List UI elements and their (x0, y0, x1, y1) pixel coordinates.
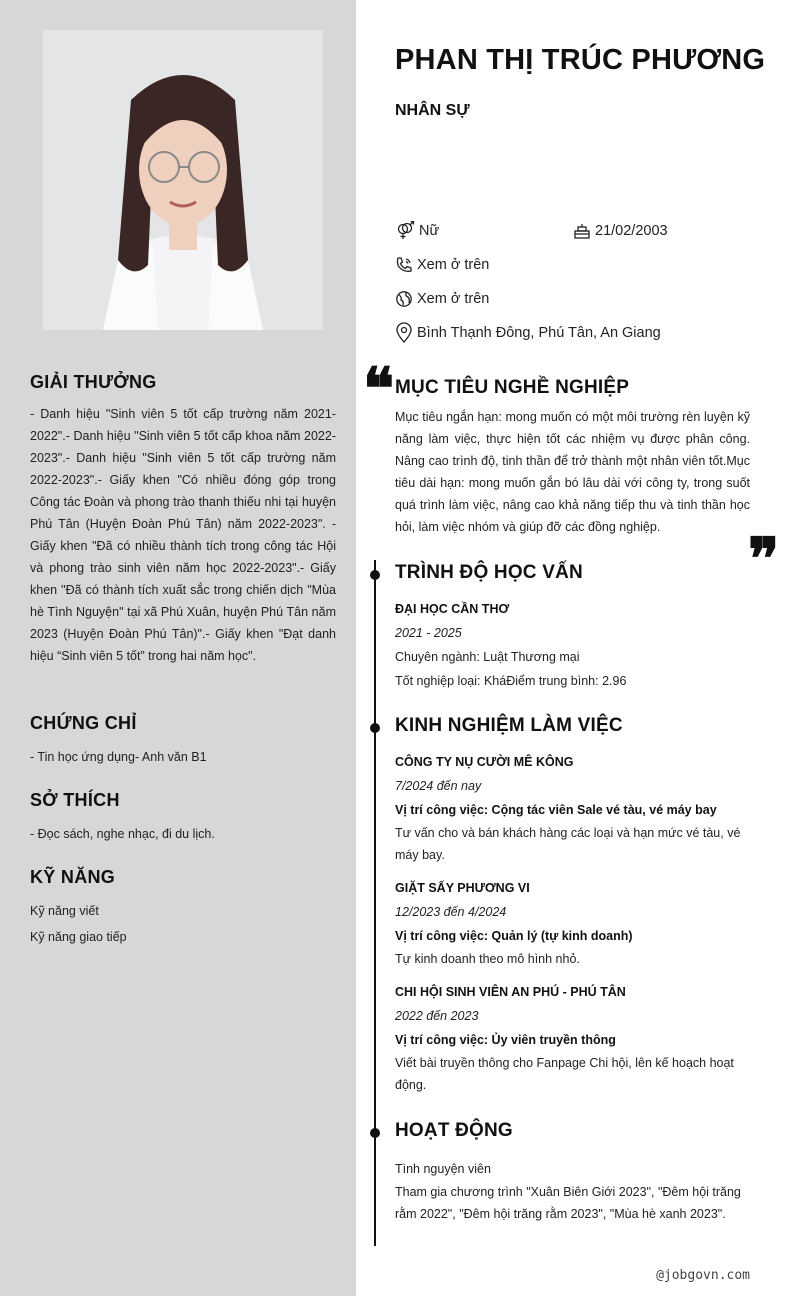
awards-title: GIẢI THƯỞNG (30, 372, 157, 392)
activity-text: Tham gia chương trình "Xuân Biên Giới 2023", "Đêm hội trăng rằm 2022", "Đêm hội trăng rằm 2023", "Mùa hè xanh 2023". (395, 1185, 741, 1221)
job-position: Vị trí công việc: Quản lý (tự kinh doanh) (395, 929, 633, 943)
sidebar (0, 0, 356, 1296)
skill-item: Kỹ năng giao tiếp (30, 930, 127, 944)
hobbies-title: SỞ THÍCH (30, 790, 120, 810)
job-company: CÔNG TY NỤ CƯỜI MÊ KÔNG (395, 755, 574, 769)
skills-title: KỸ NĂNG (30, 867, 116, 887)
cake-icon (573, 222, 591, 240)
certificates-section (30, 713, 336, 770)
education-period: 2021 - 2025 (395, 626, 462, 640)
job-description: Tự kinh doanh theo mô hình nhỏ. (395, 952, 580, 966)
location-pin-icon (395, 322, 413, 344)
timeline-dot (370, 723, 380, 733)
skill-item: Kỹ năng viết (30, 904, 99, 918)
awards-text: - Danh hiệu "Sinh viên 5 tốt cấp trường năm 2021-2022".- Danh hiệu "Sinh viên 5 tốt cấp khoa năm 2022-2023".- Danh hiệu "Sinh viên 5 tốt cấp trường năm 2022-2023".- Giấy khen "Có nhiều đóng góp trong Công tác Đoàn và phong trào thanh thiếu nhi tại huyện Phú Tân (Huyện Đoàn Phú Tân) năm 2022-2023". - Giấy khen "Đã có nhiều thành tích trong công tác Hội và phong trào sinh viên năm học 2022-2023".- Giấy khen "Đã có thành tích xuất sắc trong chiến dịch "Mùa hè Tình Nguyện" tại xã Phú Xuân, huyện Phú Tân năm 2023 (Huyện Đoàn Phú Tân)".- Giấy khen "Đạt danh hiệu “Sinh viên 5 tốt” trong hai năm học". (30, 407, 336, 663)
address-row (395, 322, 661, 344)
job-company: CHI HỘI SINH VIÊN AN PHÚ - PHÚ TÂN (395, 985, 626, 999)
quote-open-icon: ❝ (363, 355, 395, 423)
website-value: Xem ở trên (417, 291, 490, 307)
website-row (395, 288, 489, 310)
school-name: ĐẠI HỌC CẦN THƠ (395, 602, 510, 616)
watermark: @jobgovn.com (656, 1268, 750, 1283)
quote-close-icon: ❞ (748, 525, 780, 593)
birthdate-row (573, 220, 668, 242)
phone-row (395, 254, 489, 276)
education-title: TRÌNH ĐỘ HỌC VẤN (395, 562, 583, 583)
certificates-title: CHỨNG CHỈ (30, 713, 137, 733)
objective-title: MỤC TIÊU NGHỀ NGHIỆP (395, 377, 630, 398)
candidate-name: PHAN THỊ TRÚC PHƯƠNG (395, 44, 766, 76)
job-period: 12/2023 đến 4/2024 (395, 905, 507, 919)
job-position: Vị trí công việc: Ủy viên truyền thông (395, 1033, 616, 1047)
hobbies-text: - Đọc sách, nghe nhạc, đi du lịch. (30, 827, 215, 841)
activity-entry (395, 1157, 750, 1225)
education-major: Chuyên ngành: Luật Thương mại (395, 650, 580, 664)
job-description: Viết bài truyền thông cho Fanpage Chi hội, lên kế hoạch hoạt động. (395, 1056, 734, 1092)
job-company: GIẶT SẤY PHƯƠNG VI (395, 881, 530, 895)
education-entry (395, 597, 750, 693)
activity-role: Tình nguyện viên (395, 1162, 491, 1176)
experience-title: KINH NGHIỆM LÀM VIỆC (395, 715, 623, 736)
job-description: Tư vấn cho và bán khách hàng các loại và hạn mức vé tàu, vé máy bay. (395, 826, 741, 862)
timeline-dot (370, 570, 380, 580)
address-value: Bình Thạnh Đông, Phú Tân, An Giang (417, 325, 661, 341)
gender-row (395, 220, 439, 242)
education-grade: Tốt nghiệp loại: KháĐiểm trung bình: 2.96 (395, 674, 627, 688)
timeline-dot (370, 1128, 380, 1138)
certificates-text: - Tin học ứng dụng- Anh văn B1 (30, 750, 207, 764)
phone-icon (395, 256, 413, 274)
profile-photo (43, 30, 323, 330)
gender-icon (395, 221, 415, 241)
phone-value: Xem ở trên (417, 257, 490, 273)
candidate-role: NHÂN SỰ (395, 102, 470, 119)
job-entry (395, 876, 750, 970)
job-entry (395, 750, 750, 866)
gender-value: Nữ (419, 223, 440, 239)
awards-section (30, 372, 336, 667)
globe-icon (395, 290, 413, 308)
job-period: 7/2024 đến nay (395, 779, 482, 793)
job-entry (395, 980, 750, 1096)
birthdate-value: 21/02/2003 (595, 223, 668, 239)
skills-section (30, 867, 336, 950)
hobbies-section (30, 790, 336, 847)
job-position: Vị trí công việc: Cộng tác viên Sale vé tàu, vé máy bay (395, 803, 717, 817)
timeline-line (374, 560, 376, 1246)
objective-text: Mục tiêu ngắn hạn: mong muốn có một môi trường rèn luyện kỹ năng làm việc, thực hiện tốt các nhiệm vụ được phân công. Nâng cao trình độ, tinh thần để trở thành một nhân viên tốt.Mục tiêu dài hạn: mong muốn gắn bó lâu dài với công ty, trong suốt quá trình làm việc, nâng cao khả năng tiếp thu và tinh thần học hỏi, làm việc nhóm và giúp đỡ các đồng nghiệp. (395, 410, 750, 534)
activities-title: HOẠT ĐỘNG (395, 1120, 513, 1141)
job-period: 2022 đến 2023 (395, 1009, 479, 1023)
